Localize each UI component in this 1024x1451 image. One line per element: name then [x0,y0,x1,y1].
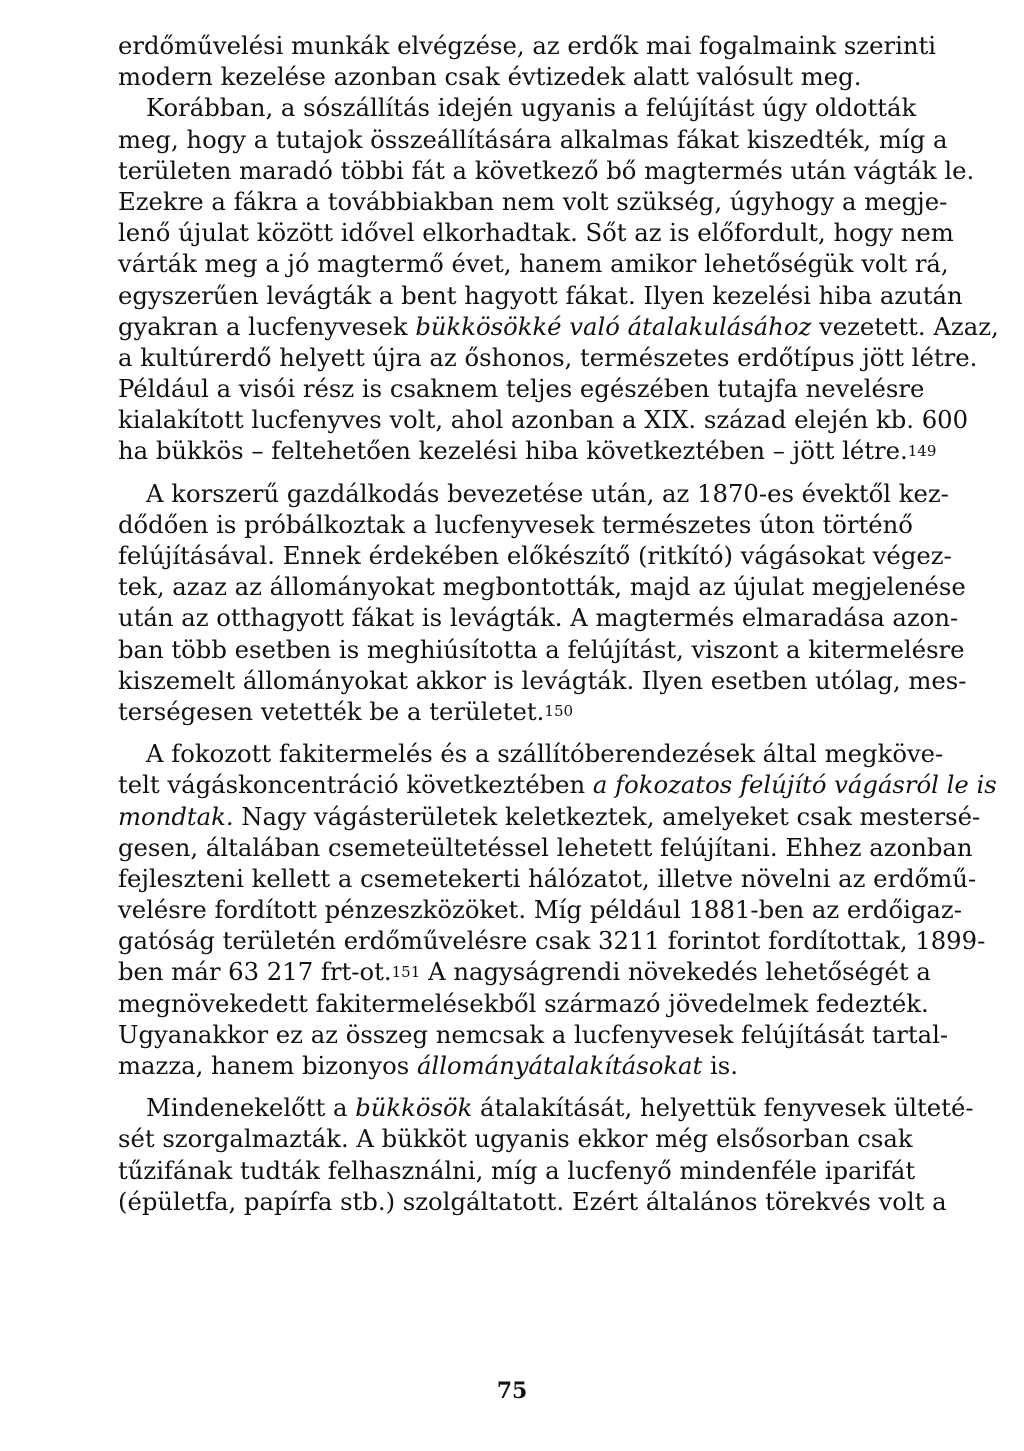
text-run: A nagyságrendi növekedés lehetőségét a [420,957,931,987]
text-run: terségesen vetették be a területet. [118,696,545,726]
text-line [118,1186,947,1217]
text-run: Nagy vágásterületek keletkeztek, amelyeket csak mestersé- [233,801,981,831]
footnote-ref: 151 [391,962,421,981]
text-run: telt vágáskoncentráció következtében [118,770,593,800]
text-line [118,1092,974,1123]
text-run: kiszemelt állományokat akkor is levágták. Ilyen esetben utólag, mes- [118,665,967,695]
text-line [118,696,906,727]
text-run: felújításával. Ennek érdekében előkészítő (ritkító) vágásokat végez- [118,541,952,570]
text-run: vezetett. Azaz, [811,311,999,341]
text-run: megnövekedett fakitermelésekből származó jövedelmek fedezték. [118,988,929,1018]
text-line [118,1019,949,1050]
text-line [118,155,975,186]
text-line [118,925,986,956]
text-line [118,124,948,155]
text-run: A fokozott fakitermelés és a szállítóberendezések által megköve- [146,739,944,769]
text-line [118,1123,913,1154]
text-line [118,373,925,404]
text-run: területen maradó többi fát a következő bő magtermés után vágták le. [118,155,975,185]
italic-text: állományátalakításokat [416,1051,703,1080]
text-line [118,61,906,92]
text-line [118,280,963,311]
text-line [118,769,997,800]
italic-text: a fokozatos felújító vágásról le is [592,770,997,800]
text-run: átalakítását, helyettük fenyvesek ülteté- [472,1093,974,1123]
text-line [118,540,952,571]
text-line [118,738,944,769]
text-run: mazza, hanem bizonyos [118,1051,417,1080]
text-run: lenő újulat között idővel elkorhadtak. Sőt az is előfordult, hogy nem [118,218,954,248]
text-line [118,342,978,373]
text-run: sét szorgalmazták. A bükköt ugyanis ekkor még elsősorban csak [118,1124,913,1154]
text-line [118,30,937,61]
text-line [118,311,999,342]
text-run: velésre fordított pénzeszközöket. Míg például 1881-ben az erdőigaz- [118,895,962,925]
text-line [118,404,969,435]
text-line [118,894,962,925]
text-line [118,956,931,987]
text-run: erdőművelési munkák elvégzése, az erdők mai fogalmaink szerinti [118,31,937,60]
text-run: (épületfa, papírfa stb.) szolgáltatott. Ezért általános törekvés volt a [118,1186,947,1216]
text-line [118,1155,916,1186]
page-number: 75 [496,1378,528,1404]
footnote-ref: 150 [544,702,574,721]
text-run: kialakított lucfenyves volt, ahol azonban a XIX. század elején kb. 600 [118,405,969,435]
text-line [118,478,949,509]
text-run: Ezekre a fákra a továbbiakban nem volt szükség, úgyhogy a megje- [118,186,948,216]
text-line [118,602,959,633]
text-run: A korszerű gazdálkodás bevezetése után, az 1870-es évektől kez- [146,478,949,508]
text-run: tűzifának tudták felhasználni, míg a lucfenyő mindenféle iparifát [118,1155,916,1185]
text-line [118,801,981,832]
text-run: a kultúrerdő helyett újra az őshonos, természetes erdőtípus jött létre. [118,342,978,372]
text-run: Korábban, a sószállítás idején ugyanis a felújítást úgy oldották [146,93,917,123]
text-run: Például a visói rész is csaknem teljes egészében tutajfa nevelésre [118,374,925,404]
text-run: gyakran a lucfenyvesek [118,311,416,341]
text-line [118,509,913,540]
text-run: tek, azaz az állományokat megbontották, majd az újulat megjelenése [118,572,966,602]
text-run: egyszerűen levágták a bent hagyott fákat. Ilyen kezelési hiba azután [118,280,963,310]
text-line [118,248,949,279]
text-line [118,217,954,248]
footnote-ref: 149 [907,441,937,460]
text-run: is. [702,1051,738,1080]
text-run: Mindenekelőtt a [146,1093,356,1123]
text-run: ban több esetben is meghiúsította a felújítást, viszont a kitermelésre [118,634,965,664]
italic-text: mondtak. [118,801,234,831]
text-line [118,435,937,466]
text-run: Ugyanakkor ez az összeg nemcsak a lucfenyvesek felújítását tartal- [118,1019,949,1049]
text-line [118,186,948,217]
text-line [118,665,967,696]
text-line [118,832,973,863]
text-line [118,92,917,123]
text-line [118,1050,906,1081]
text-run: dődően is próbálkoztak a lucfenyvesek természetes úton történő [118,509,913,539]
text-line [118,988,929,1019]
text-line [118,571,966,602]
italic-text: bükkösökké való átalakulásához [415,311,812,341]
text-run: meg, hogy a tutajok összeállítására alkalmas fákat kiszedték, míg a [118,124,948,154]
text-run: gatóság területén erdőművelésre csak 3211 forintot fordítottak, 1899- [118,926,986,956]
text-run: gesen, általában csemeteültetéssel lehetett felújítani. Ehhez azonban [118,832,973,862]
body-text [118,30,999,1217]
text-line [118,863,977,894]
text-run: várták meg a jó magtermő évet, hanem amikor lehetőségük volt rá, [118,249,949,279]
text-run: után az otthagyott fákat is levágták. A magtermés elmaradása azon- [118,603,959,633]
text-run: ha bükkös – feltehetően kezelési hiba következtében – jött létre. [118,436,908,466]
italic-text: bükkösök [355,1093,473,1123]
text-run: modern kezelése azonban csak évtizedek alatt valósult meg. [118,62,862,92]
text-run: fejleszteni kellett a csemetekerti hálózatot, illetve növelni az erdőmű- [118,863,977,893]
text-run: ben már 63 217 frt-ot. [118,957,392,987]
text-line [118,634,965,665]
